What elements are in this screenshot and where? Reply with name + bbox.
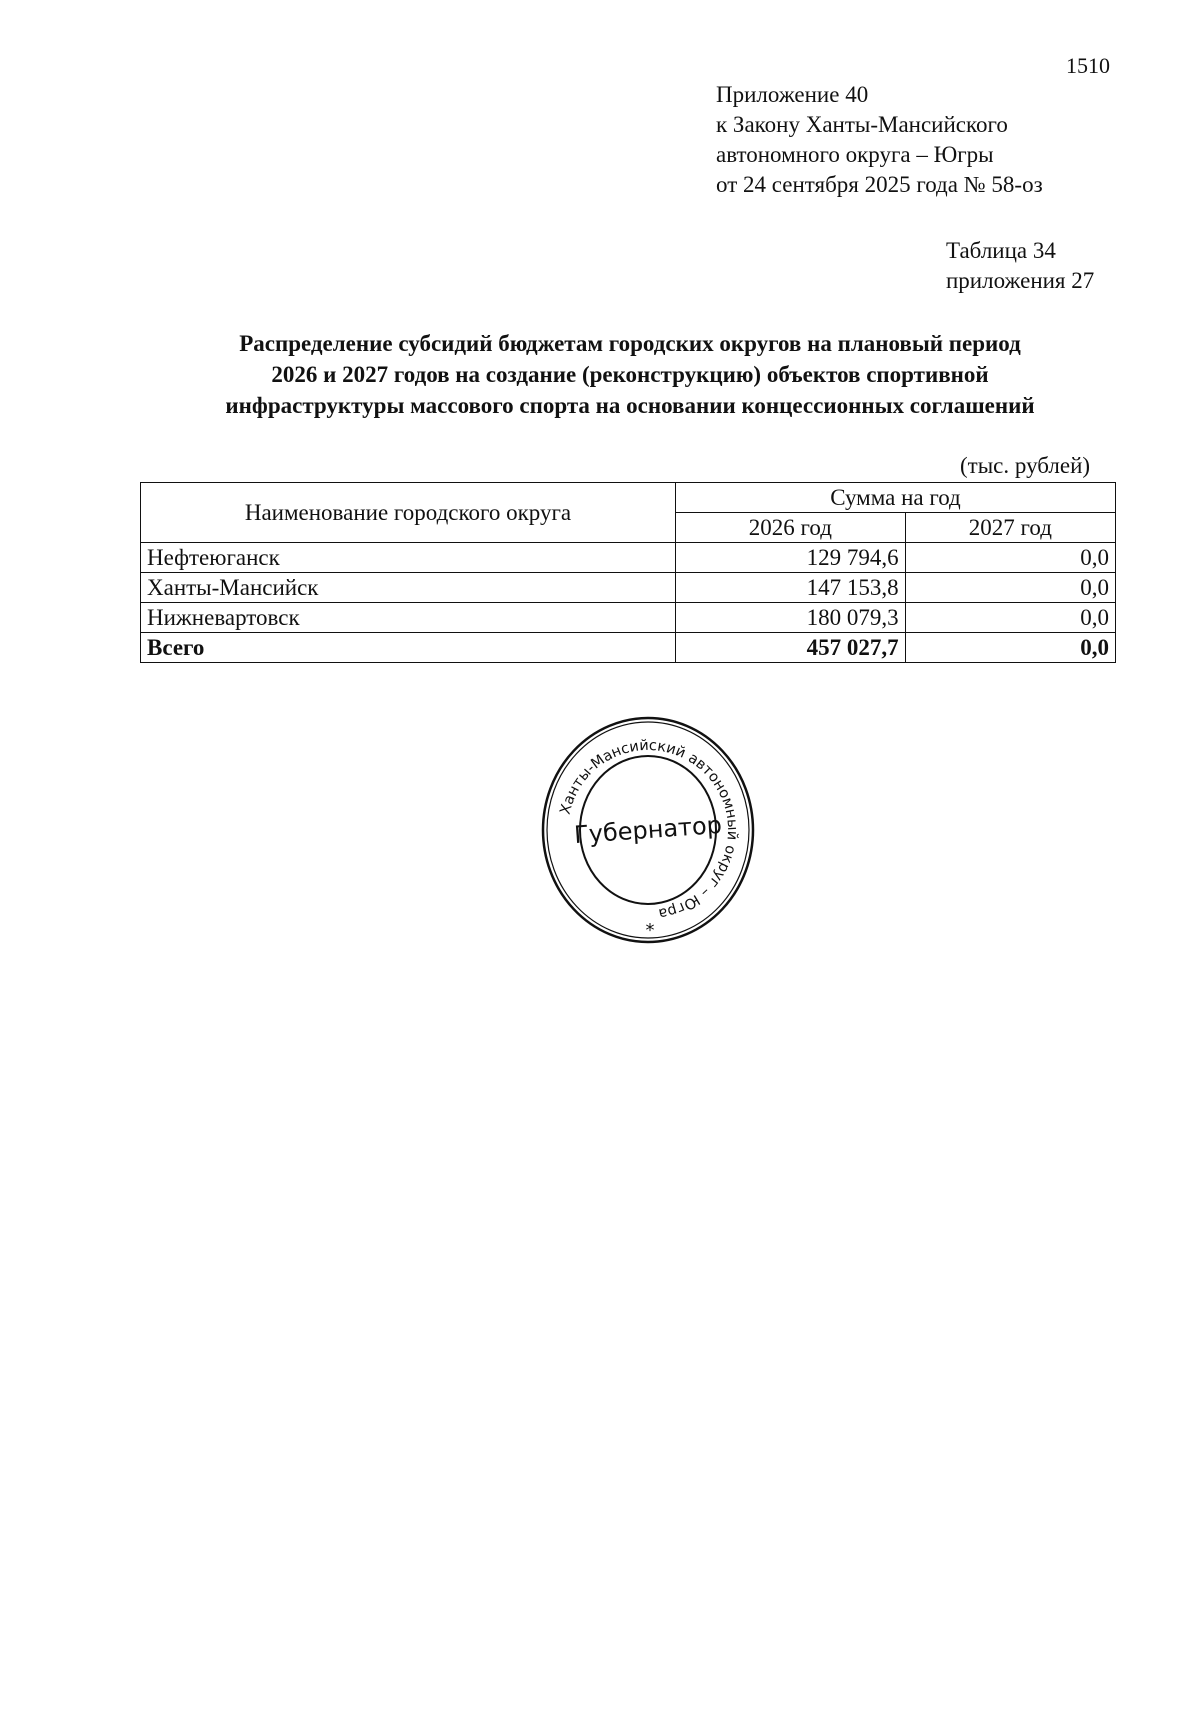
total-2027: 0,0 [905,633,1115,663]
table-reference [946,236,1094,296]
amount-2026: 147 153,8 [676,573,906,603]
table-row [141,543,1116,573]
governor-seal [538,712,758,948]
column-header-sum: Сумма на год [676,483,1116,513]
table-ref-line: приложения 27 [946,268,1095,293]
subsidy-table [140,482,1116,663]
total-label: Всего [141,633,676,663]
appendix-line: от 24 сентября 2025 года № 58-оз [716,172,1043,197]
appendix-line: автономного округа – Югры [716,142,994,167]
amount-2026: 129 794,6 [676,543,906,573]
table-header-row [141,483,1116,513]
title-line: Распределение субсидий бюджетам городских округов на плановый период [239,331,1021,356]
document-title [140,328,1120,421]
district-name: Нефтеюганск [141,543,676,573]
table-row [141,603,1116,633]
title-line: 2026 и 2027 годов на создание (реконструкцию) объектов спортивной [271,362,989,387]
column-header-2026: 2026 год [676,513,906,543]
total-2026: 457 027,7 [676,633,906,663]
amount-2027: 0,0 [905,573,1115,603]
district-name: Ханты-Мансийск [141,573,676,603]
table-row [141,573,1116,603]
seal-center-text: Губернатор [573,810,723,850]
page-number: 1510 [1066,53,1110,78]
column-header-2027: 2027 год [905,513,1115,543]
seal-ring-text: Ханты-Мансийский автономный округ – Югра [557,737,741,922]
amount-2027: 0,0 [905,543,1115,573]
seal-star: * [645,920,655,941]
title-line: инфраструктуры массового спорта на основании концессионных соглашений [225,393,1035,418]
amount-2027: 0,0 [905,603,1115,633]
appendix-reference [716,80,1043,200]
appendix-line: Приложение 40 [716,82,869,107]
units-label: (тыс. рублей) [960,453,1091,478]
amount-2026: 180 079,3 [676,603,906,633]
district-name: Нижневартовск [141,603,676,633]
column-header-name: Наименование городского округа [141,483,676,543]
appendix-line: к Закону Ханты-Мансийского [716,112,1008,137]
total-row [141,633,1116,663]
table-ref-line: Таблица 34 [946,238,1056,263]
